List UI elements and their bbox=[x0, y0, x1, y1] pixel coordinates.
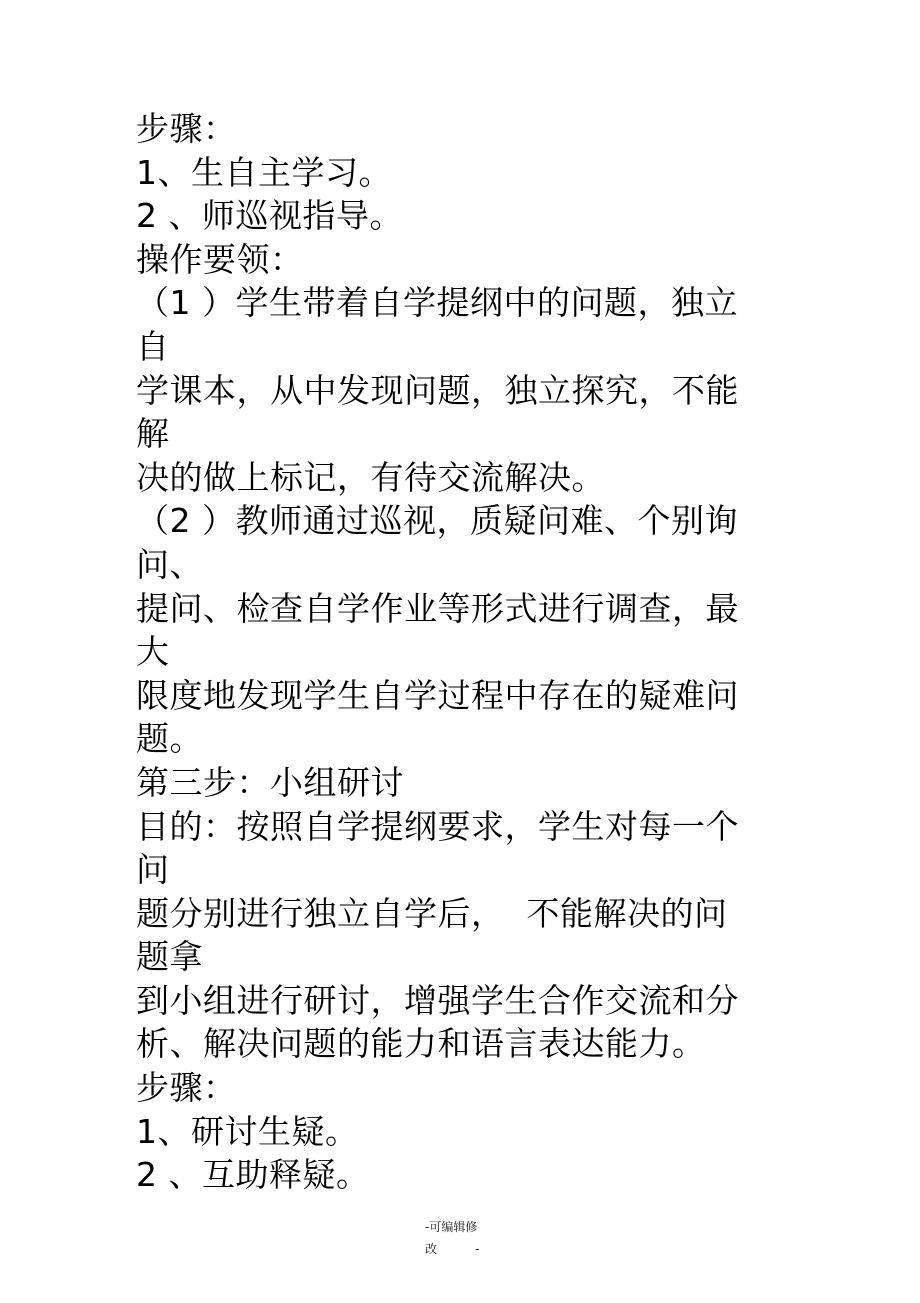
text-line: 限度地发现学生自学过程中存在的疑难问 bbox=[136, 675, 739, 715]
text-line: 问 bbox=[136, 850, 170, 890]
text-line: （1 ）学生带着自学提纲中的问题，独立 bbox=[136, 283, 738, 323]
text-line: 2 、互助释疑。 bbox=[136, 1155, 370, 1195]
text-line: 自 bbox=[136, 326, 170, 366]
text-line: 2 、师巡视指导。 bbox=[136, 196, 403, 236]
text-line: 步骤： bbox=[136, 109, 237, 148]
text-line: 决的做上标记，有待交流解决。 bbox=[136, 457, 605, 497]
text-line: 步骤： bbox=[136, 1068, 237, 1108]
footer-text: 改 - bbox=[425, 1242, 480, 1256]
text-line: 大 bbox=[136, 632, 170, 672]
text-line: 题拿 bbox=[136, 937, 203, 977]
text-line: 问、 bbox=[136, 544, 203, 584]
text-line: 题。 bbox=[136, 719, 203, 759]
section-heading: 第三步：小组研讨 bbox=[136, 762, 404, 802]
footer-text: -可编辑修 bbox=[425, 1220, 478, 1234]
text-line: 目的：按照自学提纲要求，学生对每一个 bbox=[136, 806, 739, 846]
text-line: 1、生自主学习。 bbox=[136, 152, 392, 192]
text-line: 1、研讨生疑。 bbox=[136, 1111, 359, 1151]
text-line: 解 bbox=[136, 414, 170, 454]
text-line: 操作要领： bbox=[136, 239, 304, 279]
text-line: （2 ）教师通过巡视，质疑问难、个别询 bbox=[136, 501, 738, 541]
text-line: 题分别进行独立自学后， 不能解决的问 bbox=[136, 893, 728, 933]
text-line: 析、解决问题的能力和语言表达能力。 bbox=[136, 1024, 706, 1064]
text-line: 提问、检查自学作业等形式进行调查，最 bbox=[136, 588, 739, 628]
text-line: 到小组进行研讨，增强学生合作交流和分 bbox=[136, 980, 739, 1020]
text-line: 学课本，从中发现问题，独立探究，不能 bbox=[136, 370, 739, 410]
document-body bbox=[136, 107, 756, 1197]
